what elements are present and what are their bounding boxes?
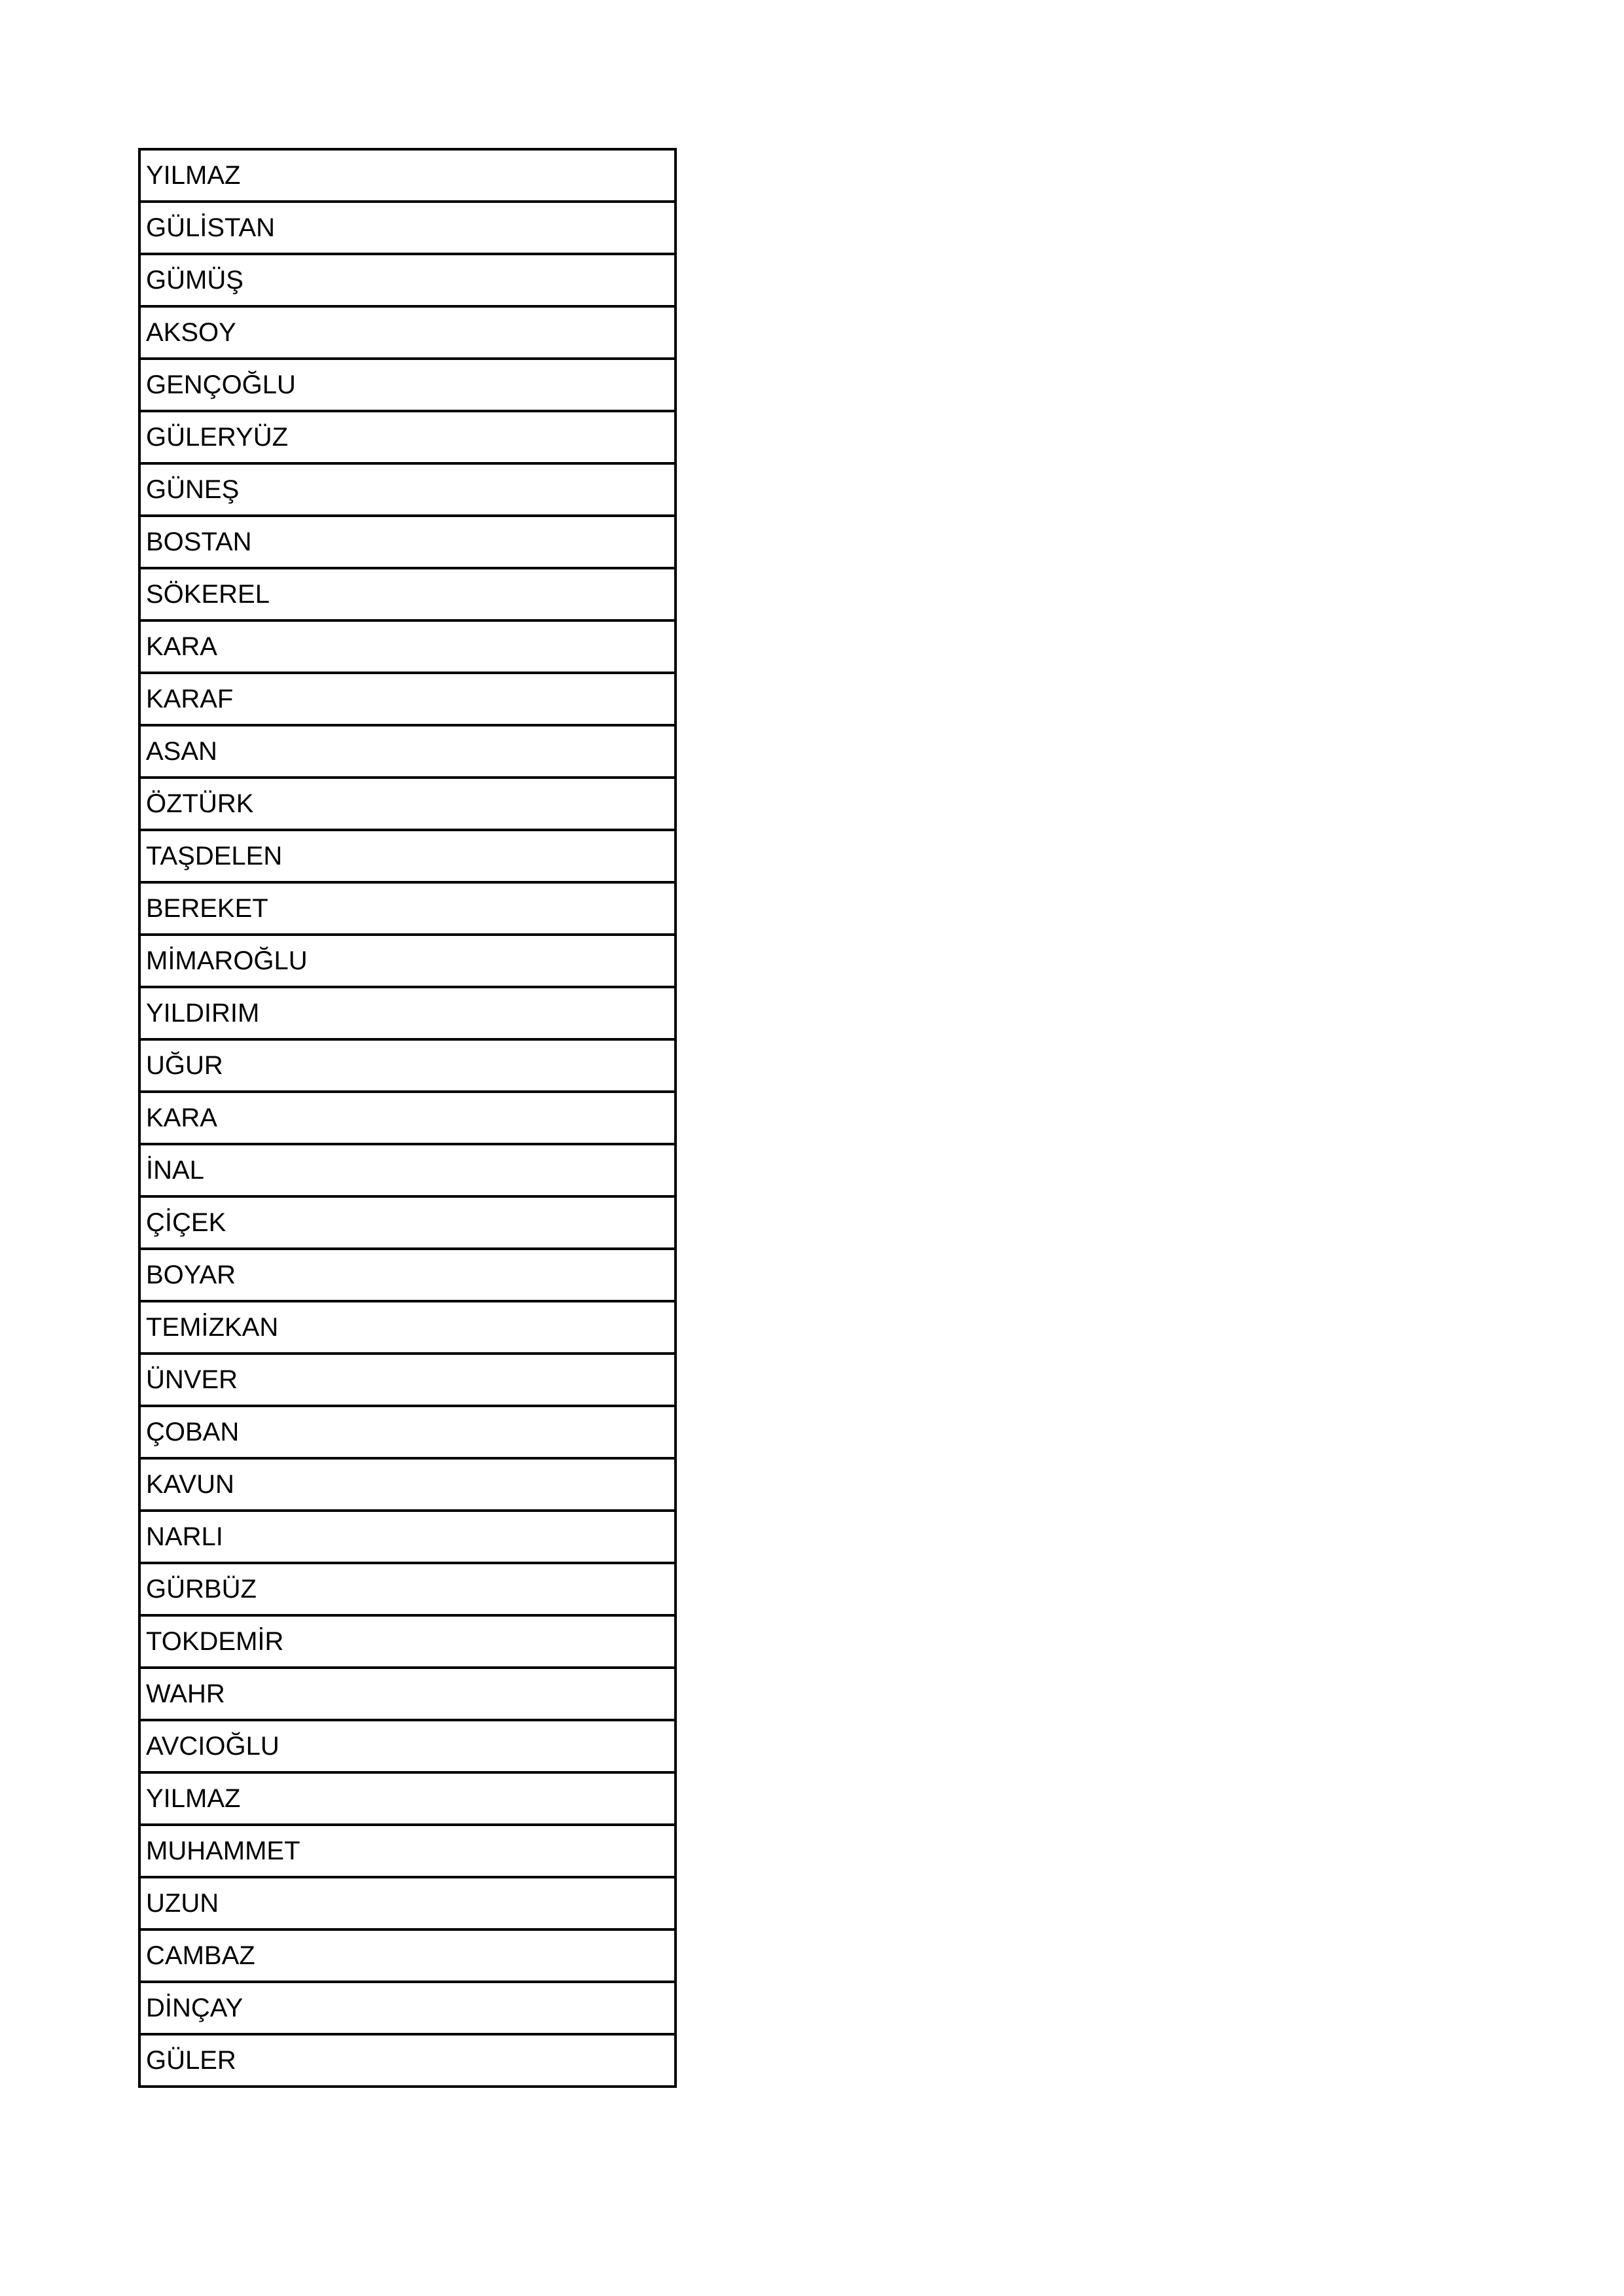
table-row [139,1354,676,1406]
surname-cell: CAMBAZ [139,1929,676,1982]
surname-cell: GÜLERYÜZ [139,411,676,463]
surname-table-body [139,149,676,2087]
table-row [139,830,676,882]
table-row [139,1563,676,1615]
table-row [139,1301,676,1354]
surname-cell: ÖZTÜRK [139,778,676,830]
table-row [139,254,676,306]
table-row [139,882,676,935]
table-row [139,1039,676,1092]
surname-cell: BOYAR [139,1249,676,1301]
table-row [139,1249,676,1301]
table-row [139,568,676,620]
surname-cell: TOKDEMİR [139,1615,676,1668]
surname-cell: SÖKEREL [139,568,676,620]
table-row [139,1668,676,1720]
surname-cell: ÜNVER [139,1354,676,1406]
surname-cell: ÇOBAN [139,1406,676,1458]
table-row [139,411,676,463]
table-row [139,359,676,411]
surname-cell: AKSOY [139,306,676,359]
surname-cell: GÜLER [139,2034,676,2087]
surname-cell: ÇİÇEK [139,1196,676,1249]
surname-cell: TEMİZKAN [139,1301,676,1354]
table-row [139,778,676,830]
surname-cell: MUHAMMET [139,1825,676,1877]
surname-cell: BEREKET [139,882,676,935]
table-row [139,1982,676,2034]
table-row [139,306,676,359]
surname-cell: YILMAZ [139,149,676,202]
table-row [139,1877,676,1929]
surname-cell: NARLI [139,1511,676,1563]
surname-cell: AVCIOĞLU [139,1720,676,1772]
table-row [139,620,676,673]
surname-cell: GÜMÜŞ [139,254,676,306]
table-row [139,1825,676,1877]
table-row [139,1511,676,1563]
surname-cell: KAVUN [139,1458,676,1511]
table-row [139,935,676,987]
table-row [139,516,676,568]
surname-cell: KARA [139,1092,676,1144]
table-row [139,1406,676,1458]
surname-cell: DİNÇAY [139,1982,676,2034]
surname-cell: GÜLİSTAN [139,202,676,254]
surname-cell: GENÇOĞLU [139,359,676,411]
surname-cell: GÜRBÜZ [139,1563,676,1615]
table-row [139,1615,676,1668]
surname-cell: UZUN [139,1877,676,1929]
table-row [139,725,676,778]
surname-cell: GÜNEŞ [139,463,676,516]
surname-cell: MİMAROĞLU [139,935,676,987]
surname-cell: WAHR [139,1668,676,1720]
table-row [139,463,676,516]
table-row [139,149,676,202]
table-row [139,1720,676,1772]
surname-cell: YILMAZ [139,1772,676,1825]
table-row [139,1929,676,1982]
surname-cell: YILDIRIM [139,987,676,1039]
table-row [139,987,676,1039]
table-row [139,1092,676,1144]
surname-cell: BOSTAN [139,516,676,568]
surname-cell: İNAL [139,1144,676,1196]
surname-table [138,148,677,2088]
surname-cell: KARAF [139,673,676,725]
surname-cell: KARA [139,620,676,673]
table-row [139,1458,676,1511]
table-row [139,1196,676,1249]
table-row [139,673,676,725]
table-row [139,1772,676,1825]
table-row [139,202,676,254]
surname-cell: TAŞDELEN [139,830,676,882]
table-row [139,2034,676,2087]
table-row [139,1144,676,1196]
surname-cell: ASAN [139,725,676,778]
surname-cell: UĞUR [139,1039,676,1092]
